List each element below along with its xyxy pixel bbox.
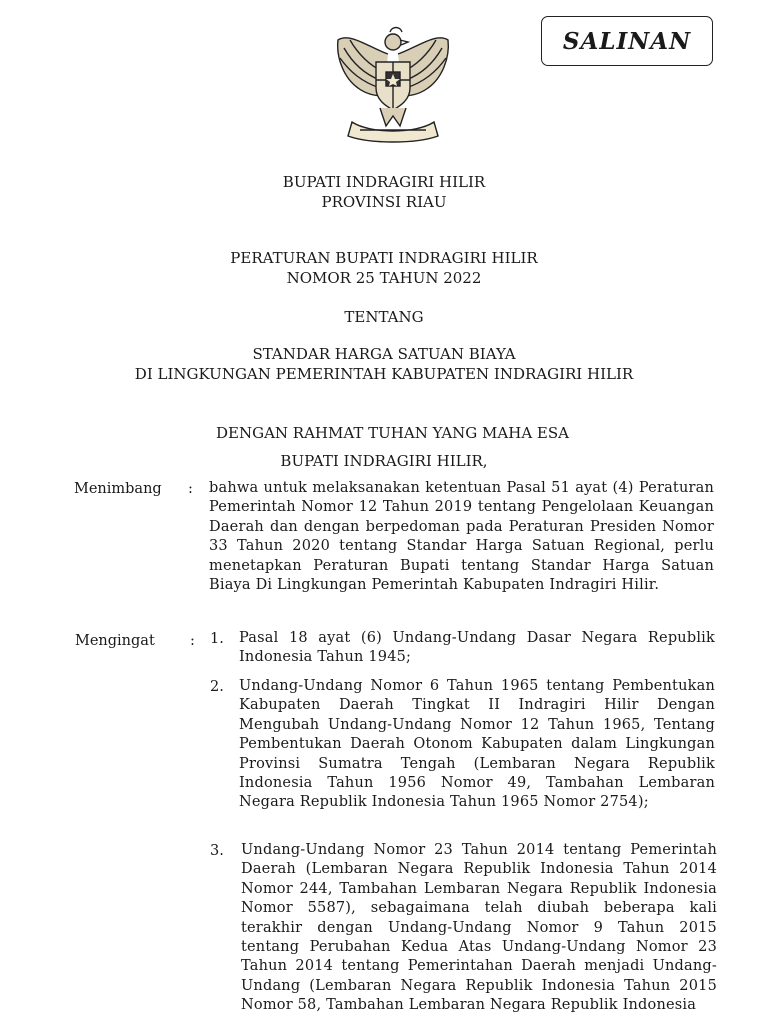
regent-heading: BUPATI INDRAGIRI HILIR <box>282 173 486 191</box>
blessing-line: DENGAN RAHMAT TUHAN YANG MAHA ESA <box>216 424 569 442</box>
subject-line-2: DI LINGKUNGAN PEMERINTAH KABUPATEN INDRAGIRI HILIR <box>134 365 634 383</box>
province-heading: PROVINSI RIAU <box>321 193 447 211</box>
subject-line-1: STANDAR HARGA SATUAN BIAYA <box>252 345 516 363</box>
menimbang-colon: : <box>188 481 193 497</box>
mengingat-item-1-number: 1. <box>210 631 224 647</box>
mengingat-item-2-text: Undang-Undang Nomor 6 Tahun 1965 tentang Pembentukan Kabupaten Daerah Tingkat II Indragiri Hilir Dengan Mengubah Undang-Undang Nomor 12 Tahun 1965, Tentang Pembentukan Daerah Otonom Kabupaten dalam Lingkungan Provinsi Sumatra Tengah (Lembaran Negara Republik Indonesia Tahun 1956 Nomor 49, Tambahan Lembaran Negara Republik Indonesia Tahun 1965 Nomor 2754); <box>239 678 715 811</box>
salinan-stamp <box>541 16 713 66</box>
mengingat-label: Mengingat <box>75 633 155 649</box>
regulation-title: PERATURAN BUPATI INDRAGIRI HILIR <box>230 249 538 267</box>
stamp-label: SALINAN <box>562 27 692 55</box>
about-heading: TENTANG <box>344 308 424 326</box>
mengingat-item-3-text: Undang-Undang Nomor 23 Tahun 2014 tentang Pemerintah Daerah (Lembaran Negara Republik Indonesia Tahun 2014 Nomor 244, Tambahan Lembaran Negara Republik Indonesia Nomor 5587), sebagaimana telah diubah beberapa kali terakhir dengan Undang-Undang Nomor 9 Tahun 2015 tentang Perubahan Kedua Atas Undang-Undang Nomor 23 Tahun 2014 tentang Pemerintahan Daerah menjadi Undang-Undang (Lembaran Negara Republik Indonesia Tahun 2015 Nomor 58, Tambahan Lembaran Negara Republik Indonesia <box>241 842 717 1014</box>
mengingat-item-2-number: 2. <box>210 679 224 695</box>
menimbang-label: Menimbang <box>74 481 162 497</box>
mengingat-colon: : <box>190 633 195 649</box>
mengingat-item-3-number: 3. <box>210 843 224 859</box>
garuda-pancasila-emblem-icon <box>330 18 456 150</box>
menimbang-text: bahwa untuk melaksanakan ketentuan Pasal 51 ayat (4) Peraturan Pemerintah Nomor 12 Tahun 2019 tentang Pengelolaan Keuangan Daerah dan dengan berpedoman pada Peraturan Presiden Nomor 33 Tahun 2020 tentang Standar Harga Satuan Regional, perlu menetapkan Peraturan Bupati tentang Standar Harga Satuan Biaya Di Lingkungan Pemerintah Kabupaten Indragiri Hilir. <box>209 480 714 594</box>
regulation-number: NOMOR 25 TAHUN 2022 <box>286 269 482 287</box>
mengingat-item-1-text: Pasal 18 ayat (6) Undang-Undang Dasar Negara Republik Indonesia Tahun 1945; <box>239 630 715 666</box>
authority-line: BUPATI INDRAGIRI HILIR, <box>280 452 488 470</box>
